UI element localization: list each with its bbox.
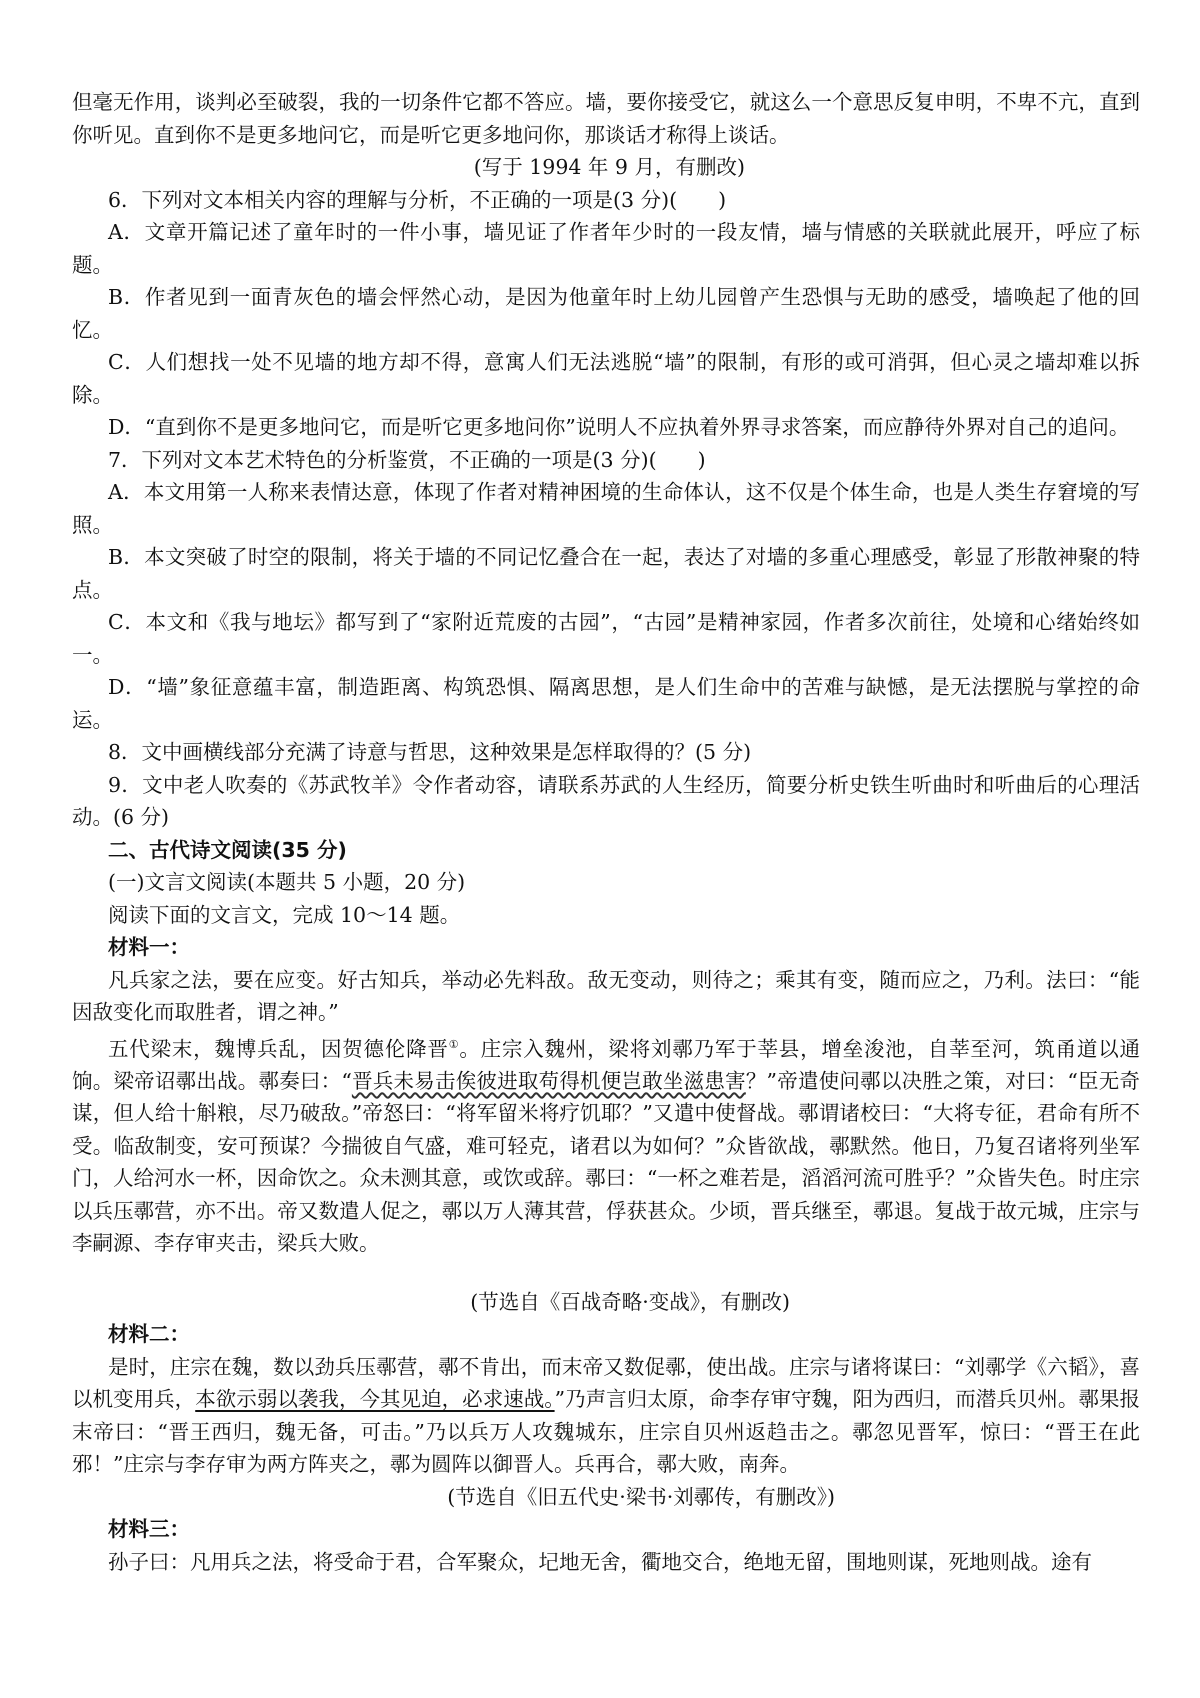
option-7c: C．本文和《我与地坛》都写到了“家附近荒废的古园”，“古园”是精神家园，作者多次前往，处境和心绪始终如一。 <box>72 610 1140 667</box>
instruction: 阅读下面的文言文，完成 10～14 题。 <box>108 902 461 927</box>
underlined-sentence: 本欲示弱以袭我，今其见迫，必求速战。 <box>195 1387 555 1412</box>
text-span: 。庄宗入魏州，梁将刘鄩乃军于莘县，增垒浚池，自莘至河，筑甬道以通饷。梁帝诏鄩出战。鄩奏曰：“ <box>72 1036 1140 1093</box>
question-8: 8．文中画横线部分充满了诗意与哲思，这种效果是怎样取得的？(5 分) <box>108 740 752 764</box>
question-6: 6．下列对文本相关内容的理解与分析，不正确的一项是(3 分)( ) <box>108 187 727 212</box>
material-1-para-2 <box>72 1029 1140 1260</box>
material-2-label: 材料二： <box>108 1322 190 1347</box>
question-7: 7．下列对文本艺术特色的分析鉴赏，不正确的一项是(3 分)( ) <box>108 447 706 472</box>
material-2-para <box>72 1351 1140 1481</box>
text-span: ？”帝遣使问鄩以决胜之策，对曰：“臣无奇谋，但人给十斛粮，尽乃破敌。”帝怒曰：“将军留米将疗饥耶？”又遣中使督战。鄩谓诸校曰：“大将专征，君命有所不受。临敌制变，安可预谋？今揣彼自气盛，难可轻克，诸君以为如何？”众皆欲战，鄩默然。他日，乃复召诸将列坐军门，人给河水一杯，因命饮之。众未测其意，或饮或辞。鄩曰：“一杯之难若是，滔滔河流可胜乎？”众皆失色。时庄宗以兵压鄩营，亦不出。帝又数遣人促之，鄩以万人薄其营，俘获甚众。少顷，晋兵继至，鄩退。复战于故元城，庄宗与李嗣源、李存审夹击，梁兵大败。 <box>72 1068 1141 1256</box>
material-1-para-1: 凡兵家之法，要在应变。好古知兵，举动必先料敌。敌无变动，则待之；乘其有变，随而应之，乃利。法曰：“能因敌变化而取胜者，谓之神。” <box>72 967 1140 1024</box>
option-6b: B．作者见到一面青灰色的墙会怦然心动，是因为他童年时上幼儿园曾产生恐惧与无助的感受，墙唤起了他的回忆。 <box>72 285 1140 342</box>
option-6d: D．“直到你不是更多地问它，而是听它更多地问你”说明人不应执着外界寻求答案，而应静待外界对自己的追问。 <box>108 415 1130 439</box>
option-7b: B．本文突破了时空的限制，将关于墙的不同记忆叠合在一起，表达了对墙的多重心理感受，彰显了形散神聚的特点。 <box>72 545 1140 602</box>
option-6c: C．人们想找一处不见墙的地方却不得，意寓人们无法逃脱“墙”的限制，有形的或可消弭，但心灵之墙却难以拆除。 <box>72 350 1140 407</box>
material-3-para: 孙子曰：凡用兵之法，将受命于君，合军聚众，圮地无舍，衢地交合，绝地无留，围地则谋，死地则战。途有 <box>108 1549 1092 1574</box>
source-note: (写于 1994 年 9 月，有删改) <box>473 155 745 179</box>
text-span: 是时，庄宗在魏，数以劲兵压鄩营，鄩不肯出，而末帝又数促鄩，使出战。庄宗与诸将谋曰：“刘鄩学《六韬》，喜以机变用兵， <box>72 1354 1140 1412</box>
subsection-heading: (一)文言文阅读(本题共 5 小题，20 分) <box>108 870 466 894</box>
question-9: 9．文中老人吹奏的《苏武牧羊》令作者动容，请联系苏武的人生经历，简要分析史铁生听曲时和听曲后的心理活动。(6 分) <box>72 772 1140 829</box>
spacer <box>72 1260 1140 1286</box>
option-6a: A．文章开篇记述了童年时的一件小事，墙见证了作者年少时的一段友情，墙与情感的关联就此展开，呼应了标题。 <box>72 220 1140 277</box>
text-line: 但毫无作用，谈判必至破裂，我的一切条件它都不答应。墙，要你接受它，就这么一个意思反复申明，不卑不亢， <box>72 90 1099 114</box>
source-note: (节选自《百战奇略·变战》，有删改) <box>470 1289 790 1314</box>
text-span: 五代梁末，魏博兵乱，因贺德伦降晋 <box>108 1036 449 1061</box>
document-page <box>72 86 1140 1578</box>
text-line: 直到你听见。直到你不是更多地问它，而是听它更多地问你，那谈话才称得上谈话。 <box>72 90 1141 147</box>
text-line <box>72 86 1140 151</box>
option-7d: D．“墙”象征意蕴丰富，制造距离、构筑恐惧、隔离思想，是人们生命中的苦难与缺憾，是无法摆脱与掌控的命运。 <box>72 675 1140 732</box>
footnote-marker: ① <box>448 1037 460 1051</box>
text-span: ”乃声言归太原，命李存审守魏，阳为西归，而潜兵贝州。鄩果报末帝曰：“晋王西归，魏无备，可击。”乃以兵万人攻魏城东，庄宗自贝州返趋击之。鄩忽见晋军，惊曰：“晋王在此邪！”庄宗与李存审为两方阵夹之，鄩为圆阵以御晋人。兵再合，鄩大败，南奔。 <box>72 1387 1141 1477</box>
option-7a: A．本文用第一人称来表情达意，体现了作者对精神困境的生命体认，这不仅是个体生命，也是人类生存窘境的写照。 <box>72 480 1140 537</box>
source-note: (节选自《旧五代史·梁书·刘鄩传，有删改》) <box>447 1484 835 1509</box>
material-3-label: 材料三： <box>108 1517 190 1542</box>
section-heading: 二、古代诗文阅读(35 分) <box>108 837 347 862</box>
wavy-underlined-sentence: 晋兵未易击俟彼进取苟得机便岂敢坐滋患害 <box>351 1068 746 1093</box>
material-1-label: 材料一： <box>108 935 190 959</box>
